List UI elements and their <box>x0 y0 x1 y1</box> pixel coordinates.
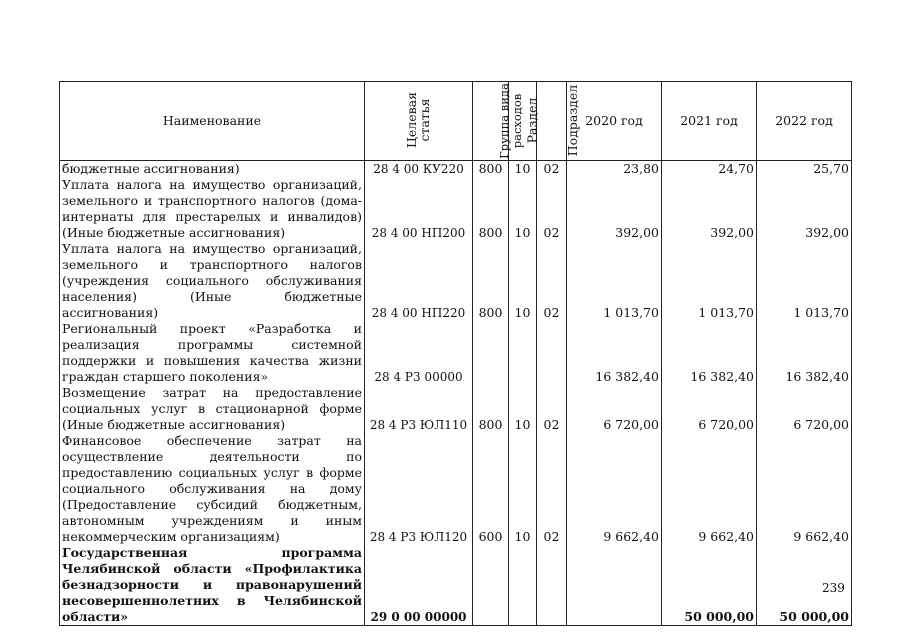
header-2020: 2020 год <box>567 82 662 161</box>
row-2021: 9 662,40 <box>662 433 757 545</box>
row-2022: 1 013,70 <box>757 241 852 321</box>
row-group: 800 <box>473 177 509 241</box>
row-2022: 25,70 <box>757 161 852 178</box>
row-group <box>473 321 509 385</box>
row-2020: 16 382,40 <box>567 321 662 385</box>
row-code: 28 4 00 КУ220 <box>365 161 473 178</box>
row-2022: 9 662,40 <box>757 433 852 545</box>
row-group: 800 <box>473 241 509 321</box>
row-section <box>509 545 537 626</box>
row-2021: 16 382,40 <box>662 321 757 385</box>
row-code: 28 4 Р3 ЮЛ110 <box>365 385 473 433</box>
header-2021: 2021 год <box>662 82 757 161</box>
table-row <box>60 321 852 385</box>
row-section: 10 <box>509 241 537 321</box>
row-section: 10 <box>509 177 537 241</box>
row-2021: 24,70 <box>662 161 757 178</box>
table-row <box>60 241 852 321</box>
row-2021: 6 720,00 <box>662 385 757 433</box>
row-2020: 6 720,00 <box>567 385 662 433</box>
row-2022: 6 720,00 <box>757 385 852 433</box>
table-row-program <box>60 545 852 626</box>
row-2021: 1 013,70 <box>662 241 757 321</box>
row-2020: 1 013,70 <box>567 241 662 321</box>
table-row <box>60 161 852 178</box>
header-expense-group: Группа вида расходов <box>473 82 509 161</box>
row-code: 29 0 00 00000 <box>365 545 473 626</box>
row-name: Региональный проект «Разработка и реализация программы системной поддержки и повышения качества жизни граждан старшего поколения» <box>60 321 365 385</box>
row-section: 10 <box>509 433 537 545</box>
row-section <box>509 321 537 385</box>
row-2021: 392,00 <box>662 177 757 241</box>
row-2022: 50 000,00 <box>757 545 852 626</box>
row-name: Финансовое обеспечение затрат на осуществление деятельности по предоставлению социальных услуг в форме социального обслуживания на дому (Предоставление субсидий бюджетным, автономным учреждениям и иным некоммерческим организациям) <box>60 433 365 545</box>
row-code: 28 4 Р3 ЮЛ120 <box>365 433 473 545</box>
header-subsection: Подраздел <box>537 82 567 161</box>
header-name: Наименование <box>60 82 365 161</box>
row-group: 600 <box>473 433 509 545</box>
table-row <box>60 433 852 545</box>
budget-table <box>59 81 852 626</box>
table-row <box>60 177 852 241</box>
row-2022: 16 382,40 <box>757 321 852 385</box>
row-code: 28 4 Р3 00000 <box>365 321 473 385</box>
row-section: 10 <box>509 385 537 433</box>
row-2020: 23,80 <box>567 161 662 178</box>
row-2020: 392,00 <box>567 177 662 241</box>
header-section: Раздел <box>509 82 537 161</box>
row-group: 800 <box>473 385 509 433</box>
table-header-row <box>60 82 852 161</box>
row-group <box>473 545 509 626</box>
row-subsection: 02 <box>537 241 567 321</box>
row-subsection <box>537 545 567 626</box>
header-target-article: Целевая статья <box>365 82 473 161</box>
row-subsection <box>537 321 567 385</box>
row-2022: 392,00 <box>757 177 852 241</box>
row-section: 10 <box>509 161 537 178</box>
row-name: бюджетные ассигнования) <box>60 161 365 178</box>
row-subsection: 02 <box>537 161 567 178</box>
row-group: 800 <box>473 161 509 178</box>
row-2021: 50 000,00 <box>662 545 757 626</box>
row-code: 28 4 00 НП200 <box>365 177 473 241</box>
header-2022: 2022 год <box>757 82 852 161</box>
row-subsection: 02 <box>537 177 567 241</box>
row-subsection: 02 <box>537 385 567 433</box>
page-number: 239 <box>822 581 845 595</box>
table-row <box>60 385 852 433</box>
row-code: 28 4 00 НП220 <box>365 241 473 321</box>
row-2020 <box>567 545 662 626</box>
row-subsection: 02 <box>537 433 567 545</box>
row-name: Государственная программа Челябинской области «Профилактика безнадзорности и правонарушений несовершеннолетних в Челябинской области» <box>60 545 365 626</box>
row-name: Уплата налога на имущество организаций, земельного и транспортного налогов (дома-интернаты для престарелых и инвалидов) (Иные бюджетные ассигнования) <box>60 177 365 241</box>
row-2020: 9 662,40 <box>567 433 662 545</box>
row-name: Возмещение затрат на предоставление социальных услуг в стационарной форме (Иные бюджетные ассигнования) <box>60 385 365 433</box>
row-name: Уплата налога на имущество организаций, земельного и транспортного налогов (учреждения социального обслуживания населения) (Иные бюджетные ассигнования) <box>60 241 365 321</box>
